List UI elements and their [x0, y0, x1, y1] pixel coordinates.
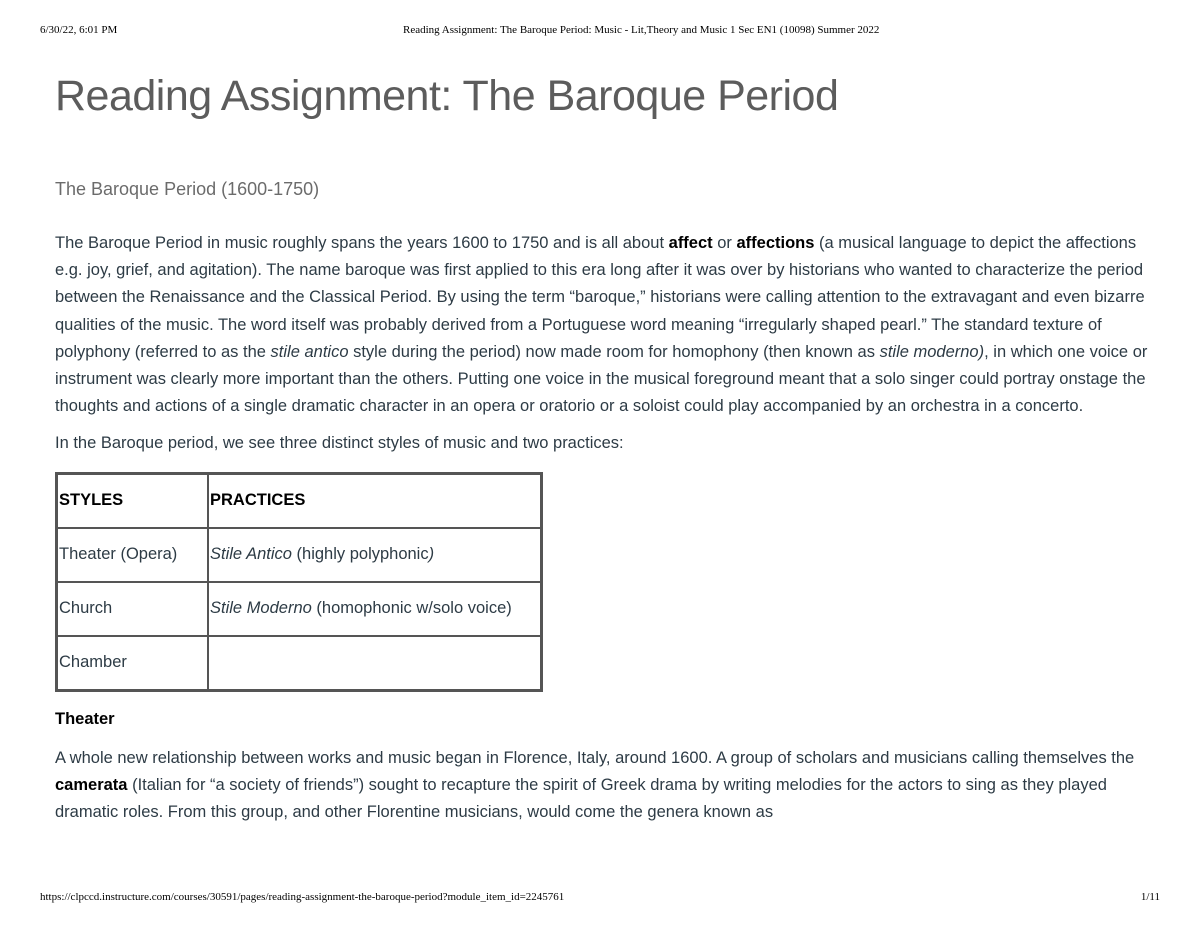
intro-text: The Baroque Period in music roughly spans the years 1600 to 1750 and is all about	[55, 234, 669, 252]
theater-heading: Theater	[55, 709, 115, 728]
intro-paragraph	[55, 230, 1155, 420]
table-row	[57, 636, 542, 691]
intro-text: , in which one voice or instrument was clearly more important than the others. Putting one voice in the musical foreground meant that a solo singer could portray onstage the thoughts and actions of a single dramatic character in an opera or oratorio or a soloist could play accompanied by an orchestra in a concerto.	[55, 342, 1148, 416]
table-cell-style: Chamber	[57, 636, 209, 691]
table-row	[57, 582, 542, 636]
practice-name: Stile Antico	[210, 545, 292, 564]
section-heading: The Baroque Period (1600-1750)	[55, 179, 320, 199]
page-title: Reading Assignment: The Baroque Period	[55, 72, 839, 120]
print-footer	[40, 891, 1160, 905]
styles-intro: In the Baroque period, we see three distinct styles of music and two practices:	[55, 434, 624, 453]
theater-paragraph	[55, 745, 1155, 827]
term-stile-antico: stile antico	[270, 342, 349, 361]
table-row	[57, 528, 542, 582]
print-document-title: Reading Assignment: The Baroque Period: Music - Lit,Theory and Music 1 Sec EN1 (10098) Summer 2022	[403, 24, 880, 36]
term-stile-moderno: stile moderno)	[879, 342, 985, 361]
table-cell-practice	[208, 528, 542, 582]
table-cell-style: Theater (Opera)	[57, 528, 209, 582]
intro-text: style during the period) now made room for homophony (then known as	[348, 342, 880, 361]
term-camerata: camerata	[55, 776, 128, 795]
print-date: 6/30/22, 6:01 PM	[40, 24, 118, 36]
table-header-practices: PRACTICES	[208, 473, 542, 528]
styles-practices-table	[55, 472, 543, 692]
print-header	[40, 24, 1160, 38]
term-affect: affect	[668, 234, 713, 252]
intro-text: (a musical language to depict the affections e.g. joy, grief, and agitation). The name baroque was first applied to this era long after it was over by historians who wanted to characterize the period between the Renaissance and the Classical Period. By using the term “baroque,” historians were calling attention to the extravagant and even bizarre qualities of the music. The word itself was probably derived from a Portuguese word meaning “irregularly shaped pearl.” The standard texture of polyphony (referred to as the	[55, 234, 1145, 361]
page-content	[55, 230, 1155, 826]
table-cell-style: Church	[57, 582, 209, 636]
print-url: https://clpccd.instructure.com/courses/30591/pages/reading-assignment-the-baroque-period?module_item_id=2245761	[40, 891, 565, 903]
theater-text: A whole new relationship between works and music began in Florence, Italy, around 1600. A group of scholars and musicians calling themselves the	[55, 748, 1135, 767]
table-cell-practice	[208, 582, 542, 636]
practice-description: (highly polyphonic	[291, 545, 429, 564]
table-header-styles: STYLES	[57, 473, 209, 528]
page-number: 1/11	[1140, 891, 1160, 903]
term-affections: affections	[736, 234, 815, 252]
theater-text: (Italian for “a society of friends”) sought to recapture the spirit of Greek drama by writing melodies for the actors to sing as they played dramatic roles. From this group, and other Florentine musicians, would come the genera known as	[55, 776, 1107, 822]
table-header-row	[57, 473, 542, 528]
table-cell-practice	[208, 636, 542, 691]
practice-name: Stile Moderno	[210, 599, 312, 618]
practice-close: )	[428, 545, 435, 564]
practice-description: (homophonic w/solo voice)	[311, 599, 512, 618]
intro-text: or	[712, 234, 737, 252]
